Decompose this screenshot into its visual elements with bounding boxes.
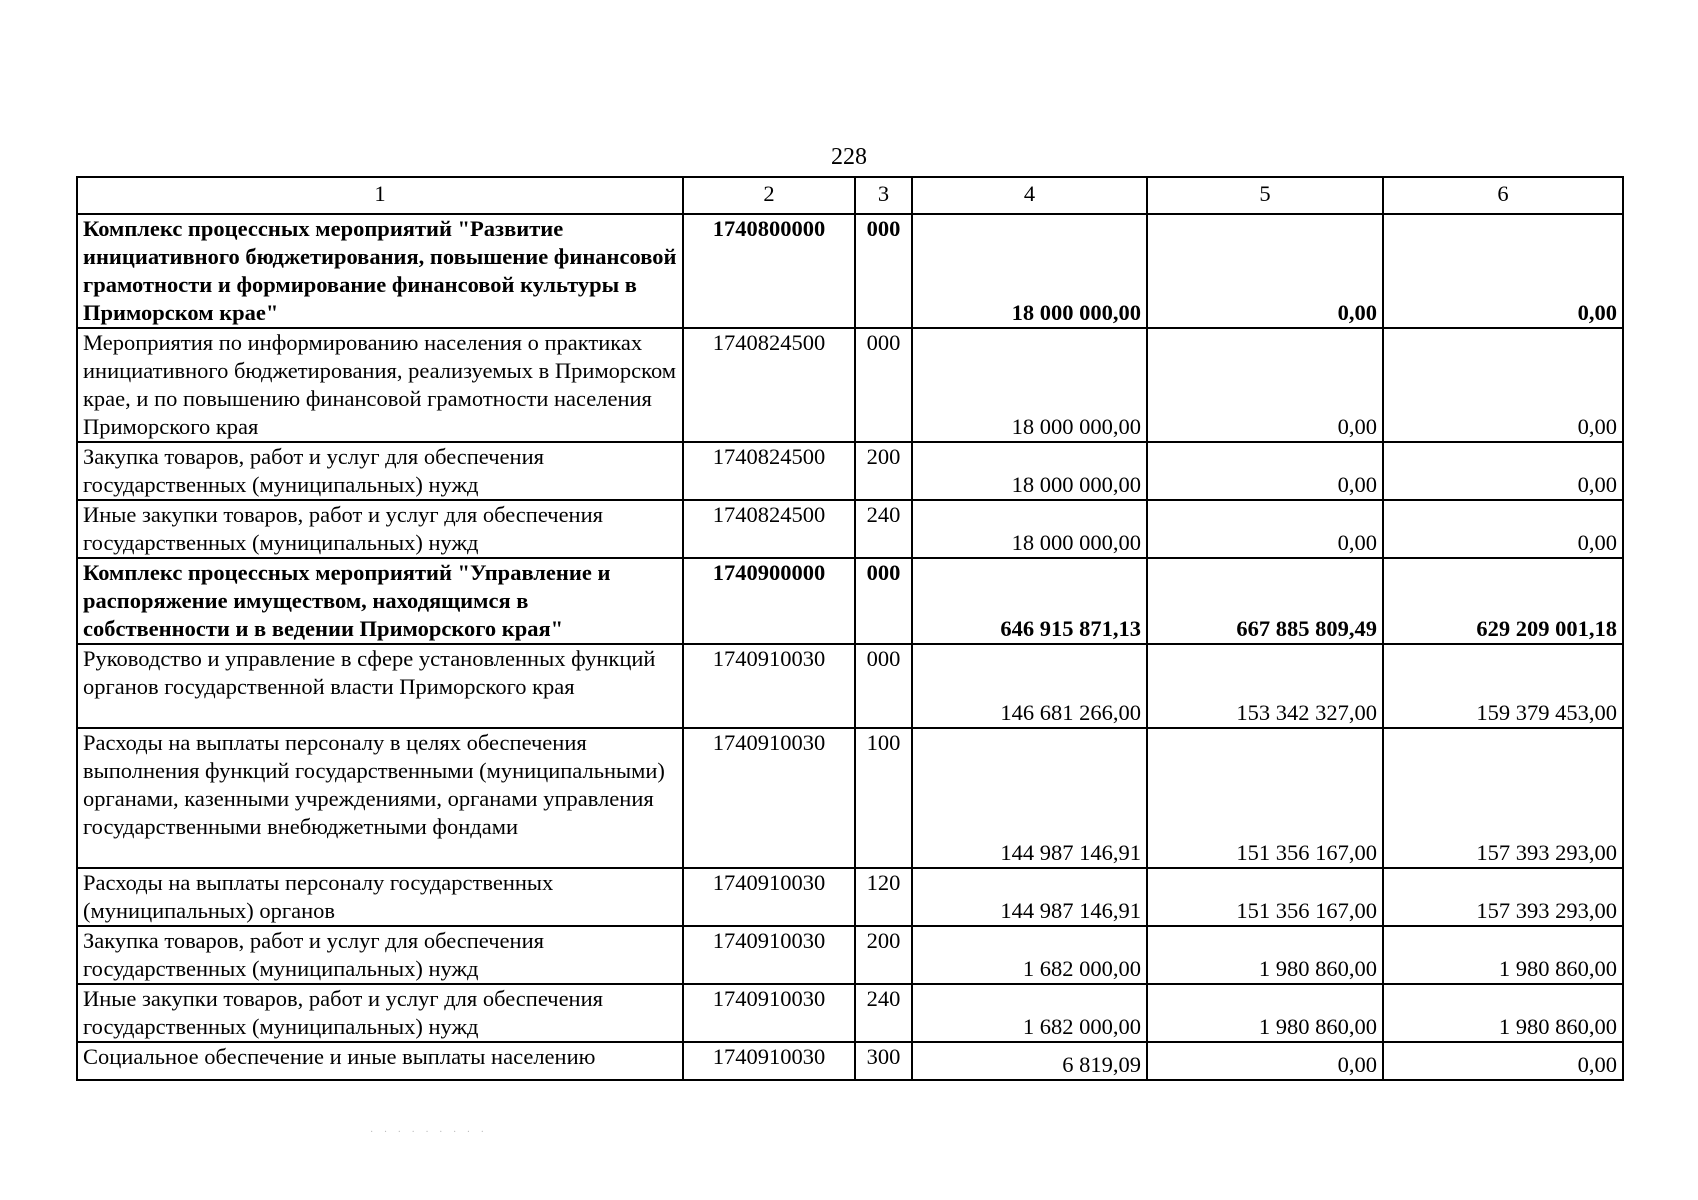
column-header-2: 2 bbox=[683, 177, 855, 214]
row-name-cell: Комплекс процессных мероприятий "Управление и распоряжение имуществом, находящимся в собственности и в ведении Приморского края" bbox=[77, 558, 683, 644]
row-value-5-cell: 151 356 167,00 bbox=[1147, 728, 1383, 868]
table-header-row bbox=[77, 177, 1623, 214]
row-value-5-cell: 0,00 bbox=[1147, 328, 1383, 442]
row-code-cell: 1740910030 bbox=[683, 644, 855, 728]
row-value-4-cell: 18 000 000,00 bbox=[912, 214, 1147, 328]
row-name-cell: Руководство и управление в сфере установленных функций органов государственной власти Приморского края bbox=[77, 644, 683, 728]
row-value-5-cell: 667 885 809,49 bbox=[1147, 558, 1383, 644]
row-value-6-cell: 0,00 bbox=[1383, 442, 1623, 500]
row-type-cell: 000 bbox=[855, 328, 912, 442]
table-row bbox=[77, 984, 1623, 1042]
row-value-6-cell: 0,00 bbox=[1383, 214, 1623, 328]
row-type-cell: 000 bbox=[855, 558, 912, 644]
table-row bbox=[77, 728, 1623, 868]
column-header-6: 6 bbox=[1383, 177, 1623, 214]
row-type-cell: 000 bbox=[855, 644, 912, 728]
column-header-1: 1 bbox=[77, 177, 683, 214]
row-code-cell: 1740910030 bbox=[683, 728, 855, 868]
row-value-5-cell: 0,00 bbox=[1147, 214, 1383, 328]
row-code-cell: 1740910030 bbox=[683, 1042, 855, 1080]
row-name-cell: Комплекс процессных мероприятий "Развитие инициативного бюджетирования, повышение финансовой грамотности и формирование финансовой культуры в Приморском крае" bbox=[77, 214, 683, 328]
row-value-4-cell: 18 000 000,00 bbox=[912, 500, 1147, 558]
row-type-cell: 200 bbox=[855, 442, 912, 500]
row-value-6-cell: 0,00 bbox=[1383, 1042, 1623, 1080]
row-name-cell: Расходы на выплаты персоналу государственных (муниципальных) органов bbox=[77, 868, 683, 926]
row-value-5-cell: 0,00 bbox=[1147, 1042, 1383, 1080]
row-value-6-cell: 0,00 bbox=[1383, 328, 1623, 442]
table-row bbox=[77, 926, 1623, 984]
row-value-5-cell: 153 342 327,00 bbox=[1147, 644, 1383, 728]
row-value-5-cell: 151 356 167,00 bbox=[1147, 868, 1383, 926]
row-code-cell: 1740800000 bbox=[683, 214, 855, 328]
row-value-6-cell: 1 980 860,00 bbox=[1383, 984, 1623, 1042]
row-value-6-cell: 0,00 bbox=[1383, 500, 1623, 558]
row-code-cell: 1740900000 bbox=[683, 558, 855, 644]
row-value-6-cell: 1 980 860,00 bbox=[1383, 926, 1623, 984]
column-header-5: 5 bbox=[1147, 177, 1383, 214]
table-row bbox=[77, 1042, 1623, 1080]
row-value-5-cell: 0,00 bbox=[1147, 442, 1383, 500]
row-name-cell: Расходы на выплаты персоналу в целях обеспечения выполнения функций государственными (муниципальными) органами, казенными учреждениями, органами управления государственными внебюджетными фондами bbox=[77, 728, 683, 868]
row-name-cell: Иные закупки товаров, работ и услуг для обеспечения государственных (муниципальных) нужд bbox=[77, 500, 683, 558]
row-type-cell: 120 bbox=[855, 868, 912, 926]
row-type-cell: 300 bbox=[855, 1042, 912, 1080]
row-name-cell: Закупка товаров, работ и услуг для обеспечения государственных (муниципальных) нужд bbox=[77, 442, 683, 500]
row-value-4-cell: 1 682 000,00 bbox=[912, 984, 1147, 1042]
table-row bbox=[77, 328, 1623, 442]
row-value-6-cell: 157 393 293,00 bbox=[1383, 728, 1623, 868]
row-value-4-cell: 146 681 266,00 bbox=[912, 644, 1147, 728]
row-value-4-cell: 646 915 871,13 bbox=[912, 558, 1147, 644]
row-value-4-cell: 18 000 000,00 bbox=[912, 442, 1147, 500]
row-code-cell: 1740910030 bbox=[683, 984, 855, 1042]
row-type-cell: 240 bbox=[855, 984, 912, 1042]
table-row bbox=[77, 644, 1623, 728]
table-row bbox=[77, 500, 1623, 558]
row-value-4-cell: 6 819,09 bbox=[912, 1042, 1147, 1080]
row-type-cell: 000 bbox=[855, 214, 912, 328]
table-row bbox=[77, 442, 1623, 500]
row-code-cell: 1740824500 bbox=[683, 442, 855, 500]
row-name-cell: Социальное обеспечение и иные выплаты населению bbox=[77, 1042, 683, 1080]
row-value-6-cell: 159 379 453,00 bbox=[1383, 644, 1623, 728]
row-value-5-cell: 1 980 860,00 bbox=[1147, 926, 1383, 984]
row-code-cell: 1740824500 bbox=[683, 328, 855, 442]
scan-specks: · · · · · · · · · bbox=[370, 1127, 488, 1138]
column-header-3: 3 bbox=[855, 177, 912, 214]
row-value-6-cell: 157 393 293,00 bbox=[1383, 868, 1623, 926]
row-value-6-cell: 629 209 001,18 bbox=[1383, 558, 1623, 644]
row-type-cell: 100 bbox=[855, 728, 912, 868]
row-name-cell: Мероприятия по информированию населения о практиках инициативного бюджетирования, реализуемых в Приморском крае, и по повышению финансовой грамотности населения Приморского края bbox=[77, 328, 683, 442]
row-value-5-cell: 0,00 bbox=[1147, 500, 1383, 558]
row-code-cell: 1740910030 bbox=[683, 868, 855, 926]
row-code-cell: 1740910030 bbox=[683, 926, 855, 984]
row-value-4-cell: 1 682 000,00 bbox=[912, 926, 1147, 984]
table-row bbox=[77, 868, 1623, 926]
row-type-cell: 200 bbox=[855, 926, 912, 984]
row-type-cell: 240 bbox=[855, 500, 912, 558]
budget-table bbox=[76, 176, 1624, 1081]
table-row bbox=[77, 214, 1623, 328]
column-header-4: 4 bbox=[912, 177, 1147, 214]
row-code-cell: 1740824500 bbox=[683, 500, 855, 558]
row-value-4-cell: 144 987 146,91 bbox=[912, 868, 1147, 926]
table-row bbox=[77, 558, 1623, 644]
page-number: 228 bbox=[831, 144, 867, 170]
row-value-4-cell: 18 000 000,00 bbox=[912, 328, 1147, 442]
row-value-4-cell: 144 987 146,91 bbox=[912, 728, 1147, 868]
row-name-cell: Иные закупки товаров, работ и услуг для обеспечения государственных (муниципальных) нужд bbox=[77, 984, 683, 1042]
row-value-5-cell: 1 980 860,00 bbox=[1147, 984, 1383, 1042]
row-name-cell: Закупка товаров, работ и услуг для обеспечения государственных (муниципальных) нужд bbox=[77, 926, 683, 984]
